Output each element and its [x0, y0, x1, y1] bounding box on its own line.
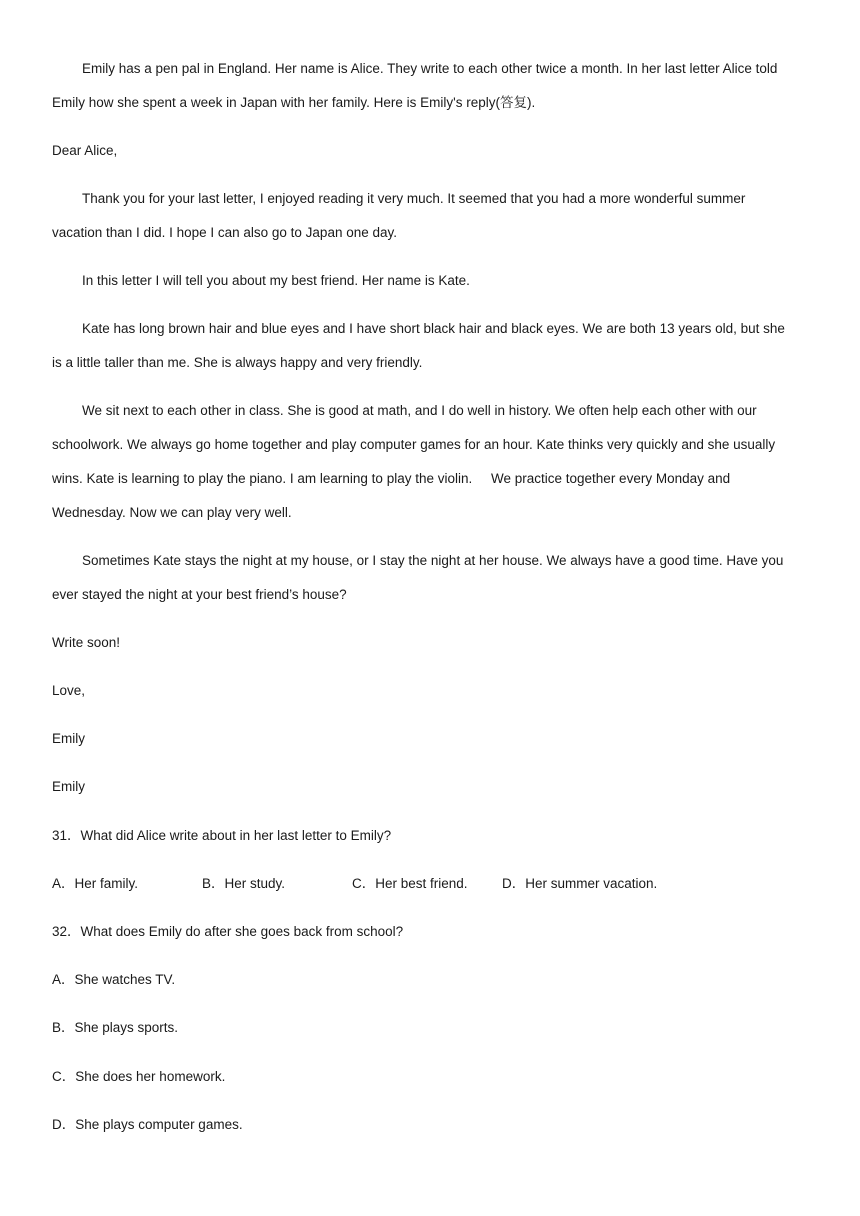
q31-option-d[interactable]: D．Her summer vacation.	[502, 876, 658, 891]
intro-line-1: Emily has a pen pal in England. Her name is Alice. They write to each other twice a month. In her last letter Alice told	[82, 61, 778, 76]
intro-line-2: Emily how she spent a week in Japan with her family. Here is Emily's reply(答复).	[52, 95, 536, 110]
q32-option-d[interactable]: D．She plays computer games.	[52, 1117, 243, 1132]
q32-option-a[interactable]: A．She watches TV.	[52, 972, 176, 987]
letter-closing-2: Love,	[52, 683, 86, 698]
letter-signature-2: Emily	[52, 779, 85, 794]
q31-option-b[interactable]: B．Her study.	[202, 876, 286, 891]
q32-option-c[interactable]: C．She does her homework.	[52, 1069, 226, 1084]
question-32: 32．What does Emily do after she goes back from school?	[52, 924, 404, 939]
q31-option-c[interactable]: C．Her best friend.	[352, 876, 468, 891]
letter-paragraph-4-line-1: We sit next to each other in class. She is good at math, and I do well in history. We often help each other with our	[82, 403, 757, 418]
letter-paragraph-1-line-1: Thank you for your last letter, I enjoyed reading it very much. It seemed that you had a more wonderful summer	[82, 191, 746, 206]
letter-signature-1: Emily	[52, 731, 85, 746]
letter-paragraph-5-line-1: Sometimes Kate stays the night at my house, or I stay the night at her house. We always have a good time. Have you	[82, 553, 784, 568]
q32-option-b[interactable]: B．She plays sports.	[52, 1020, 179, 1035]
question-31: 31．What did Alice write about in her last letter to Emily?	[52, 828, 392, 843]
letter-paragraph-4-line-3: wins. Kate is learning to play the piano. I am learning to play the violin. We practice together every Monday and	[52, 471, 731, 486]
letter-paragraph-4-line-2: schoolwork. We always go home together and play computer games for an hour. Kate thinks very quickly and she usually	[52, 437, 776, 452]
letter-closing-1: Write soon!	[52, 635, 121, 650]
letter-paragraph-3-line-2: is a little taller than me. She is always happy and very friendly.	[52, 355, 423, 370]
letter-paragraph-2-line-1: In this letter I will tell you about my best friend. Her name is Kate.	[82, 273, 470, 288]
letter-paragraph-1-line-2: vacation than I did. I hope I can also go to Japan one day.	[52, 225, 397, 240]
letter-paragraph-5-line-2: ever stayed the night at your best friend’s house?	[52, 587, 347, 602]
letter-greeting: Dear Alice,	[52, 143, 118, 158]
q31-option-a[interactable]: A．Her family.	[52, 876, 139, 891]
letter-paragraph-4-line-4: Wednesday. Now we can play very well.	[52, 505, 292, 520]
letter-paragraph-3-line-1: Kate has long brown hair and blue eyes and I have short black hair and black eyes. We are both 13 years old, but she	[82, 321, 785, 336]
